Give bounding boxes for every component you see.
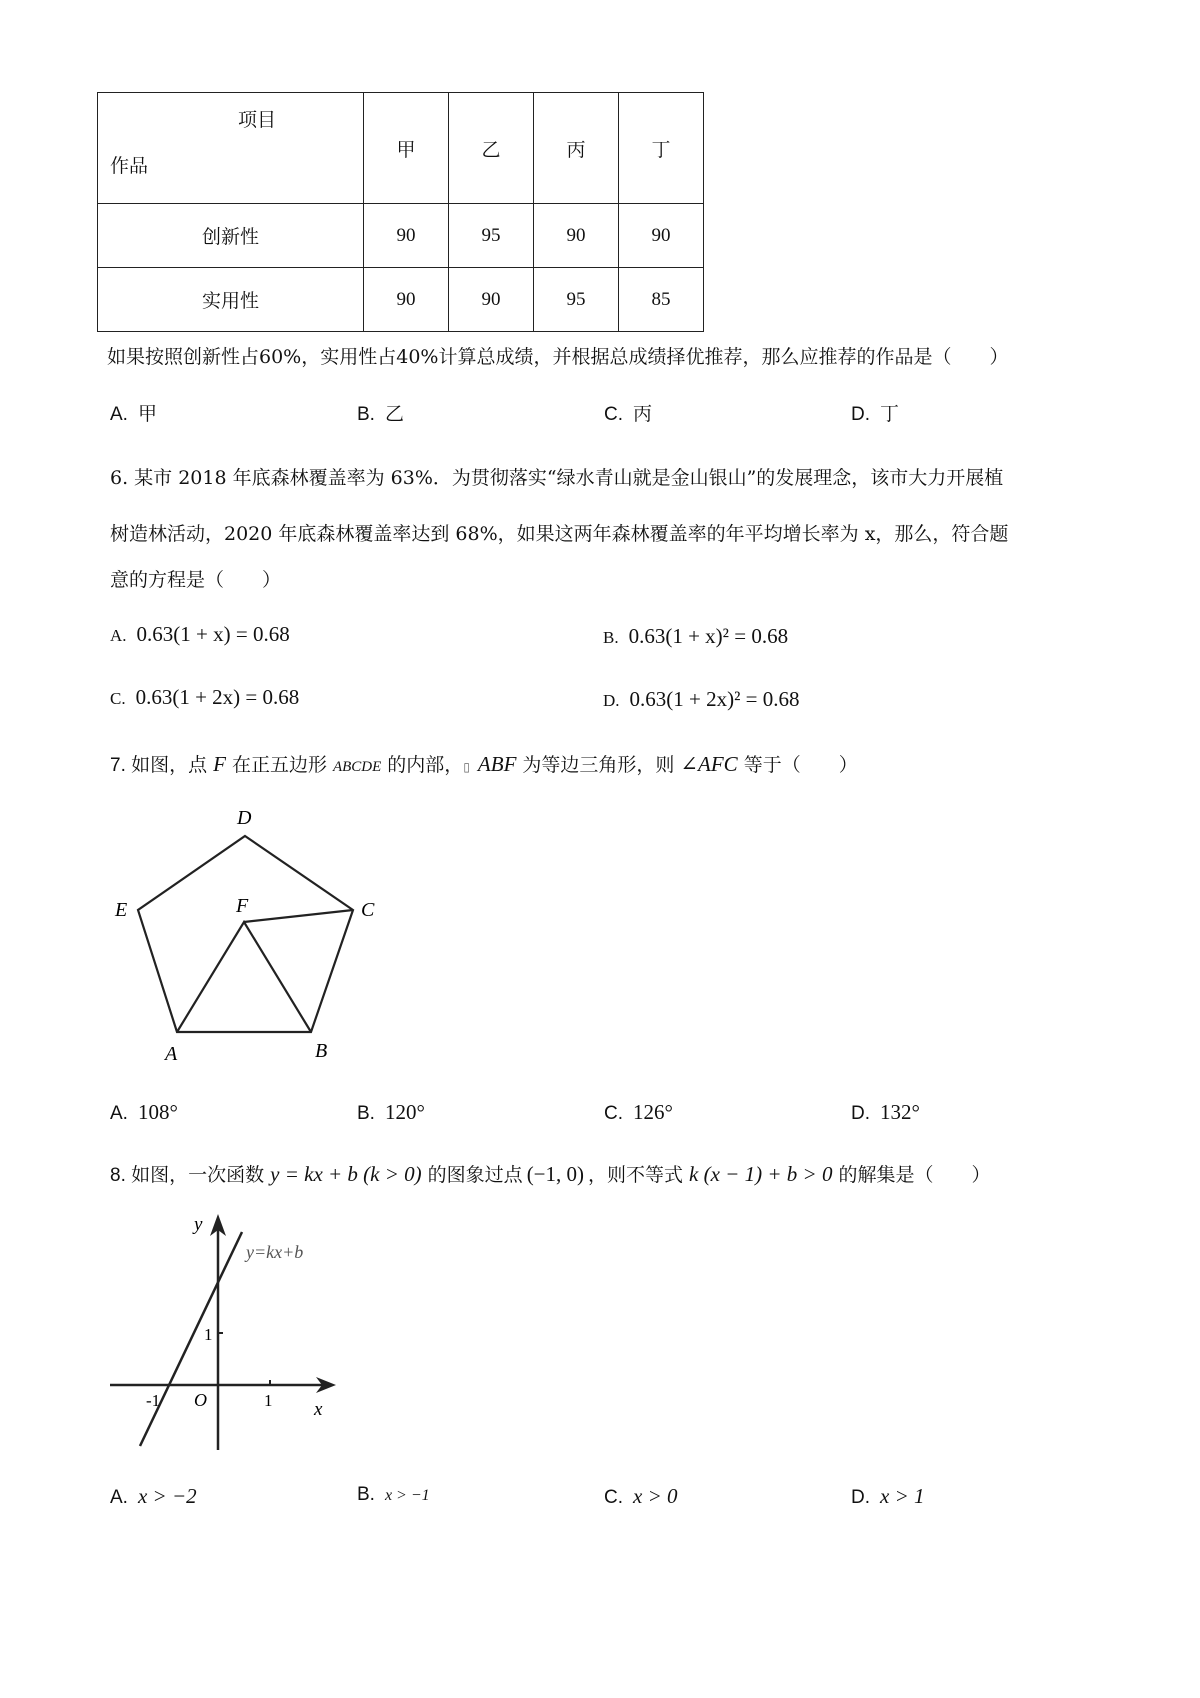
corner-top-label: 项目 [238, 109, 277, 131]
q7-option-a [110, 1100, 178, 1125]
pentagon-outline [138, 836, 353, 1032]
x-axis-label: x [314, 1399, 323, 1420]
table-cell: 90 [449, 268, 534, 332]
q6-stem-line2: 树造林活动，2020 年底森林覆盖率达到 68%，如果这两年森林覆盖率的年平均增长率为 x，那么，符合题 [110, 523, 1009, 545]
option-letter: C. [604, 1103, 623, 1124]
q5-stem: 如果按照创新性占60%，实用性占40%计算总成绩，并根据总成绩择优推荐，那么应推荐的作品是（ ） [107, 346, 1009, 368]
q8-option-d [851, 1484, 925, 1509]
option-letter: B. [357, 1103, 375, 1124]
column-header: 乙 [449, 93, 534, 204]
q8-stem-prefix: 8. 如图，一次函数 [110, 1165, 265, 1186]
option-letter: D. [603, 691, 620, 710]
q8-stem-text: 的解集是（ ） [838, 1164, 991, 1186]
y-tick-label: 1 [204, 1325, 213, 1344]
option-letter: C. [604, 1487, 623, 1508]
vertex-label-a: A [165, 1043, 178, 1065]
column-header: 丙 [534, 93, 619, 204]
q8-stem [110, 1162, 990, 1188]
option-text: x > −1 [384, 1487, 430, 1504]
option-equation: 0.63(1 + x) = 0.68 [136, 622, 290, 646]
option-text: x > 1 [880, 1484, 925, 1508]
column-header: 甲 [364, 93, 449, 204]
q7-stem [110, 752, 858, 779]
table-cell: 90 [534, 204, 619, 268]
q7-stem-text: 等于（ ） [743, 754, 858, 776]
q6-stem-line3: 意的方程是（ ） [110, 569, 282, 591]
segment-fc [244, 910, 353, 922]
option-text: x > −2 [137, 1484, 197, 1508]
row-label: 创新性 [98, 204, 364, 268]
q7-stem-text: 的内部， [387, 754, 464, 776]
triangle-abf [177, 922, 311, 1032]
column-header: 丁 [619, 93, 704, 204]
option-text: 126° [633, 1100, 673, 1124]
option-letter: A. [110, 1487, 128, 1508]
option-letter: B. [357, 404, 375, 425]
option-letter: D. [851, 1487, 870, 1508]
option-letter: B. [357, 1484, 375, 1505]
row-label: 实用性 [98, 268, 364, 332]
corner-bottom-label: 作品 [110, 155, 149, 177]
option-equation: 0.63(1 + 2x) = 0.68 [135, 685, 300, 709]
vertex-label-e: E [115, 899, 128, 921]
option-letter: A. [110, 626, 127, 645]
y-axis-label: y [194, 1214, 203, 1235]
q8-stem-text: ，则不等式 [588, 1164, 684, 1186]
table-row [98, 268, 704, 332]
neg-one-label: -1 [146, 1391, 161, 1410]
option-text: 120° [384, 1100, 425, 1124]
table-cell: 95 [534, 268, 619, 332]
line-label: y=kx+b [246, 1242, 304, 1262]
q7-option-b [357, 1100, 425, 1125]
table-cell: 90 [619, 204, 704, 268]
pentagon-figure [105, 800, 405, 1070]
q6-option-b [603, 624, 788, 649]
table-row [98, 204, 704, 268]
option-text: 丁 [880, 403, 900, 425]
option-letter: C. [110, 689, 126, 708]
option-text: 108° [137, 1100, 178, 1124]
missing-glyph-box: ▯ [463, 760, 470, 774]
table-cell: 95 [449, 204, 534, 268]
q5-option-d [851, 402, 899, 426]
vertex-label-c: C [361, 899, 375, 921]
q8-stem-text: 的图象过点 [427, 1164, 523, 1186]
option-letter: D. [851, 404, 870, 425]
x-tick-label: 1 [264, 1391, 273, 1410]
function-line [140, 1232, 242, 1446]
q5-option-c [604, 402, 652, 426]
q7-stem-text: 为等边三角形，则 [522, 754, 675, 776]
q8-option-a [110, 1484, 197, 1509]
option-text: 132° [880, 1100, 920, 1124]
q7-triangle-name: ABF [477, 752, 517, 776]
score-table [97, 92, 704, 332]
q7-option-c [604, 1100, 673, 1125]
option-text: 乙 [384, 403, 404, 425]
option-letter: C. [604, 404, 623, 425]
q6-option-c [110, 685, 299, 710]
q5-option-b [357, 402, 404, 426]
table-cell: 90 [364, 268, 449, 332]
q5-option-a [110, 402, 157, 426]
table-corner-header [98, 93, 364, 204]
option-letter: D. [851, 1103, 870, 1124]
origin-label: O [194, 1390, 207, 1410]
q7-pentagon-name: ABCDE [332, 759, 382, 775]
q6-stem-line1: 6. 某市 2018 年底森林覆盖率为 63%．为贯彻落实“绿水青山就是金山银山”的发展理念，该市大力开展植 [110, 467, 1004, 489]
q8-inequality: k (x − 1) + b > 0 [689, 1162, 833, 1186]
q7-option-d [851, 1100, 920, 1125]
corner-diagonal [98, 93, 363, 203]
q8-function: y = kx + b (k > 0) [270, 1162, 422, 1186]
option-equation: 0.63(1 + 2x)² = 0.68 [629, 687, 800, 711]
q6-option-d [603, 687, 800, 712]
q7-stem-prefix: 7. 如图，点 [110, 755, 208, 776]
q8-option-b [357, 1484, 430, 1506]
vertex-label-f: F [236, 895, 249, 917]
vertex-label-b: B [315, 1040, 328, 1062]
option-letter: A. [110, 404, 128, 425]
q7-point-f: F [213, 752, 226, 776]
q8-point: (−1, 0) [526, 1162, 585, 1186]
table-cell: 85 [619, 268, 704, 332]
q7-angle: ∠AFC [680, 752, 738, 776]
option-text: 甲 [137, 403, 157, 425]
q6-option-a [110, 622, 290, 647]
table-cell: 90 [364, 204, 449, 268]
q8-option-c [604, 1484, 678, 1509]
linear-function-graph [100, 1200, 350, 1460]
option-letter: B. [603, 628, 619, 647]
option-text: 丙 [633, 403, 653, 425]
option-equation: 0.63(1 + x)² = 0.68 [628, 624, 789, 648]
q7-stem-text: 在正五边形 [231, 754, 327, 776]
vertex-label-d: D [237, 807, 252, 829]
option-letter: A. [110, 1103, 128, 1124]
option-text: x > 0 [633, 1484, 678, 1508]
